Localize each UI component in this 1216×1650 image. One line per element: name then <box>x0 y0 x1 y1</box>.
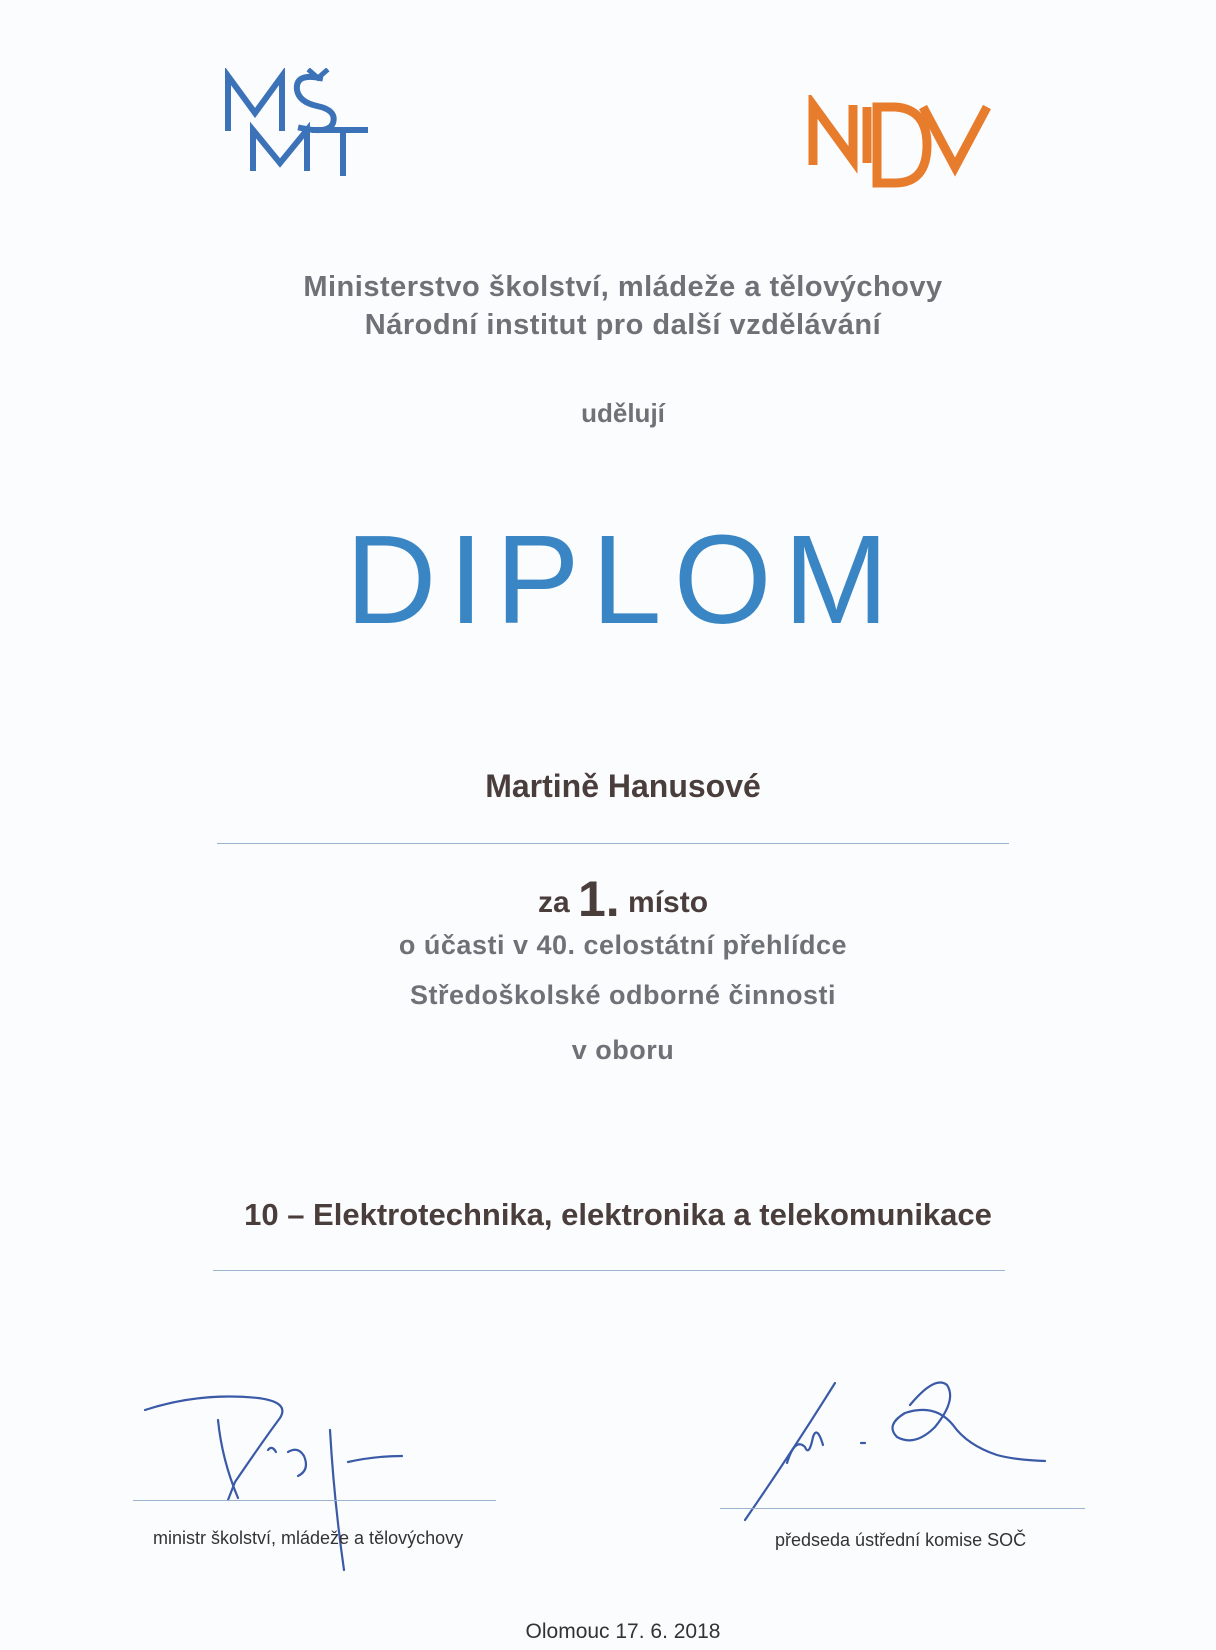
signature-line-right <box>720 1508 1085 1509</box>
placement-prefix: za <box>537 886 570 919</box>
description-line-3: v oboru <box>571 1035 675 1065</box>
description-line-2: Středoškolské odborné činnosti <box>409 980 837 1010</box>
description-line-1: o účasti v 40. celostátní přehlídce <box>398 930 848 960</box>
signature-caption-right: předseda ústřední komise SOČ <box>775 1530 1027 1550</box>
signature-right <box>735 1375 1065 1525</box>
divider-bottom <box>213 1270 1005 1271</box>
field-of-study: 10 – Elektrotechnika, elektronika a telekomunikace <box>244 1197 992 1232</box>
institution-names <box>0 268 1216 344</box>
institution-line-2: Národní institut pro další vzdělávání <box>364 309 882 341</box>
grant-text: udělují <box>581 398 665 428</box>
signature-caption-left: ministr školství, mládeže a tělovýchovy <box>153 1528 464 1548</box>
recipient-name: Martině Hanusové <box>485 768 761 804</box>
institution-line-1: Ministerstvo školství, mládeže a tělovýchovy <box>303 271 943 303</box>
place-and-date: Olomouc 17. 6. 2018 <box>525 1620 721 1643</box>
diploma-title: DIPLOM <box>345 509 901 650</box>
placement-rank: 1. <box>577 871 620 927</box>
divider-top <box>217 843 1009 844</box>
signature-line-left <box>133 1500 496 1501</box>
placement-suffix: místo <box>628 886 709 919</box>
nidv-logo <box>805 95 1000 195</box>
signature-left <box>140 1390 440 1580</box>
placement-line <box>0 870 1216 928</box>
msmt-logo <box>225 68 395 188</box>
